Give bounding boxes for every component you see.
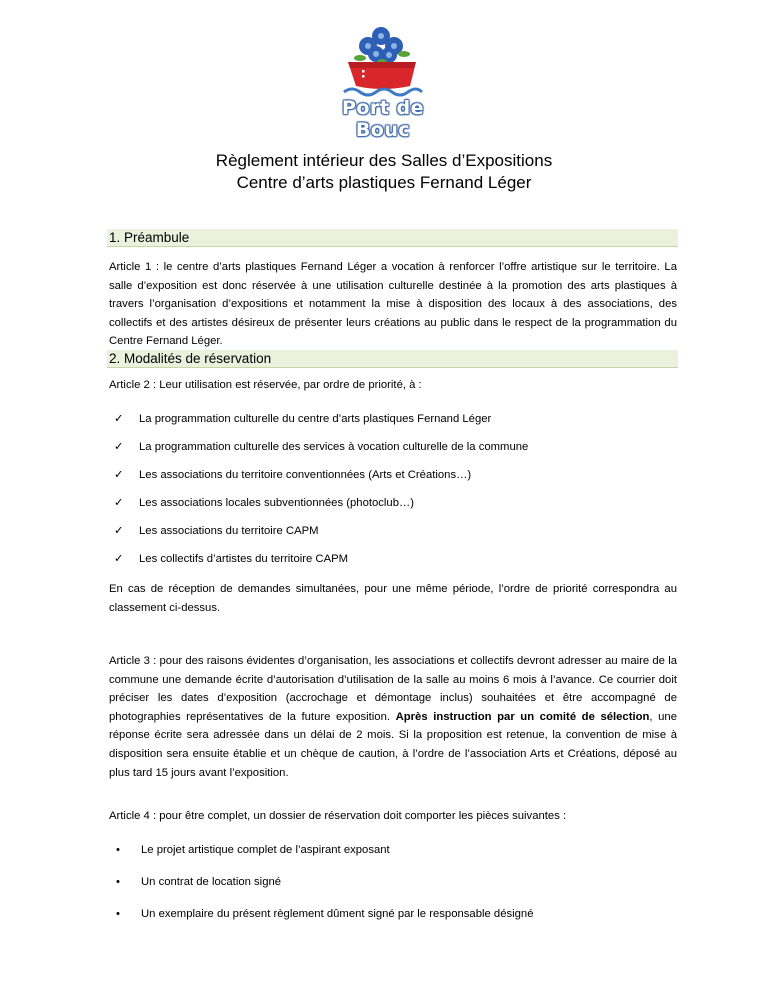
check-icon: ✓ [114,497,124,509]
priority-item: ✓ Les associations du territoire CAPM [114,525,319,537]
dossier-item: • Un contrat de location signé [116,876,282,888]
article-4-intro: Article 4 : pour être complet, un dossier de réservation doit comporter les pièces suivantes : [109,810,567,822]
check-icon: ✓ [114,413,124,425]
title-line-1: Règlement intérieur des Salles d’Expositions [215,151,553,170]
article-3: Article 3 : pour des raisons évidentes d’organisation, les associations et collectifs devront adresser au maire de la commune une demande écrite d’autorisation d’utilisation de la salle au moins 6 mois à l’avance. Ce courrier doit préciser les dates d’exposition (accrochage et démontage inclus) souhaitées et être accompagné de photographies représentatives de la future exposition. Après instruction par un comité de sélection, une réponse écrite sera adressée dans un délai de 2 mois. Si la proposition est retenue, la convention de mise à disposition sera ensuite établie et un chèque de caution, à l’ordre de l’association Arts et Créations, déposé au plus tard 15 jours avant l’exposition. [109,655,677,779]
priority-item: ✓ Les collectifs d’artistes du territoire CAPM [114,553,349,565]
priority-item: ✓ La programmation culturelle du centre d’arts plastiques Fernand Léger [114,413,492,425]
title-line-2: Centre d’arts plastiques Fernand Léger [236,173,532,192]
article-2-note: En cas de réception de demandes simultanées, pour une même période, l’ordre de priorité correspondra au classement ci-dessus. [109,583,677,614]
bullet-icon: • [116,908,120,920]
dossier-item: • Le projet artistique complet de l’aspirant exposant [116,844,390,856]
priority-item: ✓ Les associations locales subventionnées (photoclub…) [114,497,415,509]
check-icon: ✓ [114,469,124,481]
article-2-intro: Article 2 : Leur utilisation est réservée, par ordre de priorité, à : [109,379,422,391]
check-icon: ✓ [114,525,124,537]
dossier-item: • Un exemplaire du présent règlement dûment signé par le responsable désigné [116,908,534,920]
priority-item: ✓ La programmation culturelle des services à vocation culturelle de la commune [114,441,529,453]
priority-item: ✓ Les associations du territoire conventionnées (Arts et Créations…) [114,469,472,481]
bullet-icon: • [116,876,120,888]
document-title [0,150,768,194]
article-1: Article 1 : le centre d’arts plastiques Fernand Léger a vocation à renforcer l’offre artistique sur le territoire. La salle d’exposition est donc réservée à une utilisation culturelle destinée à la promotion des arts plastiques à travers l’organisation d’expositions et notamment la mise à disposition des locaux à des associations, des collectifs et des artistes désireux de présenter leurs créations au public dans le respect de la programmation du Centre Fernand Léger. [109,261,677,348]
check-icon: ✓ [114,441,124,453]
article-3-emphasis: Après instruction par un comité de sélection [395,710,650,723]
bullet-icon: • [116,844,120,856]
check-icon: ✓ [114,553,124,565]
logo-text: Port de Bouc [341,97,425,141]
section-heading-preambule: 1. Préambule [107,229,678,247]
section-heading-reservation: 2. Modalités de réservation [107,350,678,368]
